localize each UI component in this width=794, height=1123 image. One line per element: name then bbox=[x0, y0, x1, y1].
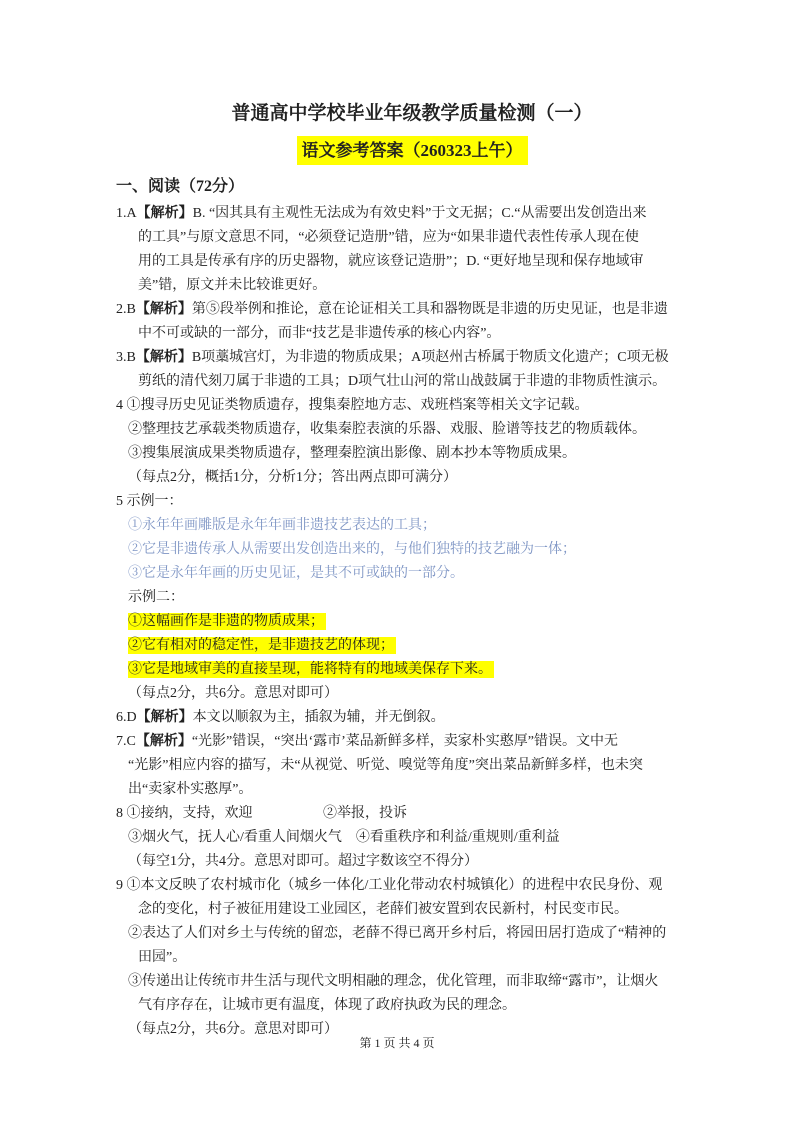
analysis-label: 【解析】 bbox=[135, 734, 192, 749]
blank-answer-2: ②举报，投诉 bbox=[323, 806, 407, 821]
score-note: （每点2分，概括1分，分析1分；答出两点即可满分） bbox=[128, 470, 457, 485]
answer-line: 4 ①搜寻历史见证类物质遗存，搜集秦腔地方志、戏班档案等相关文字记载。 bbox=[116, 398, 589, 413]
answer-line: ②表达了人们对乡土与传统的留恋，老薛不得已离开乡村后，将园田居打造成了“精神的 bbox=[128, 926, 667, 941]
answer-text: 第⑤段举例和推论，意在论证相关工具和器物既是非遗的历史见证，也是非遗 bbox=[191, 302, 668, 317]
answer-text: “光影”错误，“突出‘露市’菜品新鲜多样，卖家朴实憨厚”错误。文中无 bbox=[191, 734, 619, 749]
answer-item-3 bbox=[116, 346, 708, 394]
analysis-label: 【解析】 bbox=[135, 350, 192, 365]
example-line-highlighted bbox=[116, 658, 708, 682]
answer-line: 9 ①本文反映了农村城市化（城乡一体化/工业化带动农村城镇化）的进程中农民身份、观 bbox=[116, 878, 663, 893]
answer-item-5 bbox=[116, 490, 708, 706]
answer-text: B. “因其具有主观性无法成为有效史料”于文无据；C.“从需要出发创造出来 bbox=[192, 206, 647, 221]
page-title: 普通高中学校毕业年级教学质量检测（一） bbox=[231, 103, 593, 124]
answer-text: B项藁城宫灯，为非遗的物质成果；A项赵州古桥属于物质文化遗产；C项无极 bbox=[191, 350, 669, 365]
answer-line: 田园”。 bbox=[138, 950, 187, 965]
answer-line: “光影”相应内容的描写，未“从视觉、听觉、嗅觉等角度”突出菜品新鲜多样，也未突 bbox=[128, 758, 643, 773]
answer-line: 气有序存在，让城市更有温度，体现了政府执政为民的理念。 bbox=[138, 998, 516, 1013]
answer-line: ③烟火气，抚人心/看重人间烟火气 ④看重秩序和利益/重规则/重利益 bbox=[128, 830, 560, 845]
page-footer: 第 1 页 共 4 页 bbox=[359, 1036, 435, 1050]
score-note: （每点2分，共6分。意思对即可） bbox=[128, 686, 338, 701]
answer-line bbox=[116, 730, 708, 754]
answer-item-4 bbox=[116, 394, 708, 490]
example-line-highlighted bbox=[116, 610, 708, 634]
answer-line bbox=[116, 202, 708, 226]
answer-line: 的工具”与原文意思不同，“必须登记造册”错，应为“如果非遗代表性传承人现在使 bbox=[138, 230, 639, 245]
answer-line: ②整理技艺承载类物质遗存，收集秦腔表演的乐器、戏服、脸谱等技艺的物质载体。 bbox=[128, 422, 646, 437]
highlighted-text: ③它是地域审美的直接呈现，能将特有的地域美保存下来。 bbox=[128, 662, 492, 677]
answer-number: 6.D bbox=[116, 710, 137, 725]
answer-item-7 bbox=[116, 730, 708, 802]
answer-line bbox=[116, 298, 708, 322]
section-heading: 一、阅读（72分） bbox=[116, 178, 245, 195]
answer-line bbox=[116, 802, 708, 826]
answer-line: ③搜集展演成果类物质遗存，整理秦腔演出影像、剧本抄本等物质成果。 bbox=[128, 446, 576, 461]
subtitle-row bbox=[116, 136, 708, 165]
analysis-label: 【解析】 bbox=[135, 302, 192, 317]
score-note: （每空1分，共4分。意思对即可。超过字数该空不得分） bbox=[128, 854, 478, 869]
highlighted-text: ②它有相对的稳定性，是非遗技艺的体现； bbox=[128, 638, 394, 653]
answer-line: 美”错，原文并未比较谁更好。 bbox=[138, 278, 327, 293]
answer-item-2 bbox=[116, 298, 708, 346]
answer-number: 3.B bbox=[116, 350, 136, 365]
answer-line: 用的工具是传承有序的历史器物，就应该登记造册”；D. “更好地呈现和保存地域审 bbox=[138, 254, 644, 269]
example2-label: 示例二： bbox=[128, 590, 184, 605]
answer-line: 出“卖家朴实憨厚”。 bbox=[128, 782, 253, 797]
analysis-label: 【解析】 bbox=[136, 710, 193, 725]
answer-line bbox=[116, 346, 708, 370]
blank-answer-1-2: 8 ①接纳，支持，欢迎 bbox=[116, 806, 253, 821]
analysis-label: 【解析】 bbox=[136, 206, 193, 221]
answer-line: ③传递出让传统市井生活与现代文明相融的理念，优化管理，而非取缔“露市”，让烟火 bbox=[128, 974, 659, 989]
score-note: （每点2分，共6分。意思对即可） bbox=[128, 1022, 338, 1037]
answer-item-1 bbox=[116, 202, 708, 298]
answer-key-subtitle: 语文参考答案（260323上午） bbox=[297, 136, 528, 165]
answer-number: 7.C bbox=[116, 734, 136, 749]
example-line-blue: ①永年年画雕版是永年年画非遗技艺表达的工具； bbox=[128, 518, 436, 533]
answer-number: 2.B bbox=[116, 302, 136, 317]
answer-line: 念的变化，村子被征用建设工业园区，老薛们被安置到农民新村，村民变市民。 bbox=[138, 902, 628, 917]
answer-item-8 bbox=[116, 802, 708, 874]
answer-line bbox=[116, 706, 708, 730]
example-line-highlighted bbox=[116, 634, 708, 658]
answer-item-6 bbox=[116, 706, 708, 730]
answer-line: 中不可或缺的一部分，而非“技艺是非遗传承的核心内容”。 bbox=[138, 326, 501, 341]
answer-line: 剪纸的清代刻刀属于非遗的工具；D项气壮山河的常山战鼓属于非遗的非物质性演示。 bbox=[138, 374, 667, 389]
answer-number: 1.A bbox=[116, 206, 137, 221]
highlighted-text: ①这幅画作是非遗的物质成果； bbox=[128, 614, 324, 629]
answer-line: 5 示例一： bbox=[116, 494, 183, 509]
example-line-blue: ②它是非遗传承人从需要出发创造出来的，与他们独特的技艺融为一体； bbox=[128, 542, 576, 557]
answer-list bbox=[116, 202, 708, 1042]
answer-text: 本文以顺叙为主，插叙为辅，并无倒叙。 bbox=[192, 710, 445, 725]
answer-item-9 bbox=[116, 874, 708, 1042]
example-line-blue: ③它是永年年画的历史见证，是其不可或缺的一部分。 bbox=[128, 566, 464, 581]
